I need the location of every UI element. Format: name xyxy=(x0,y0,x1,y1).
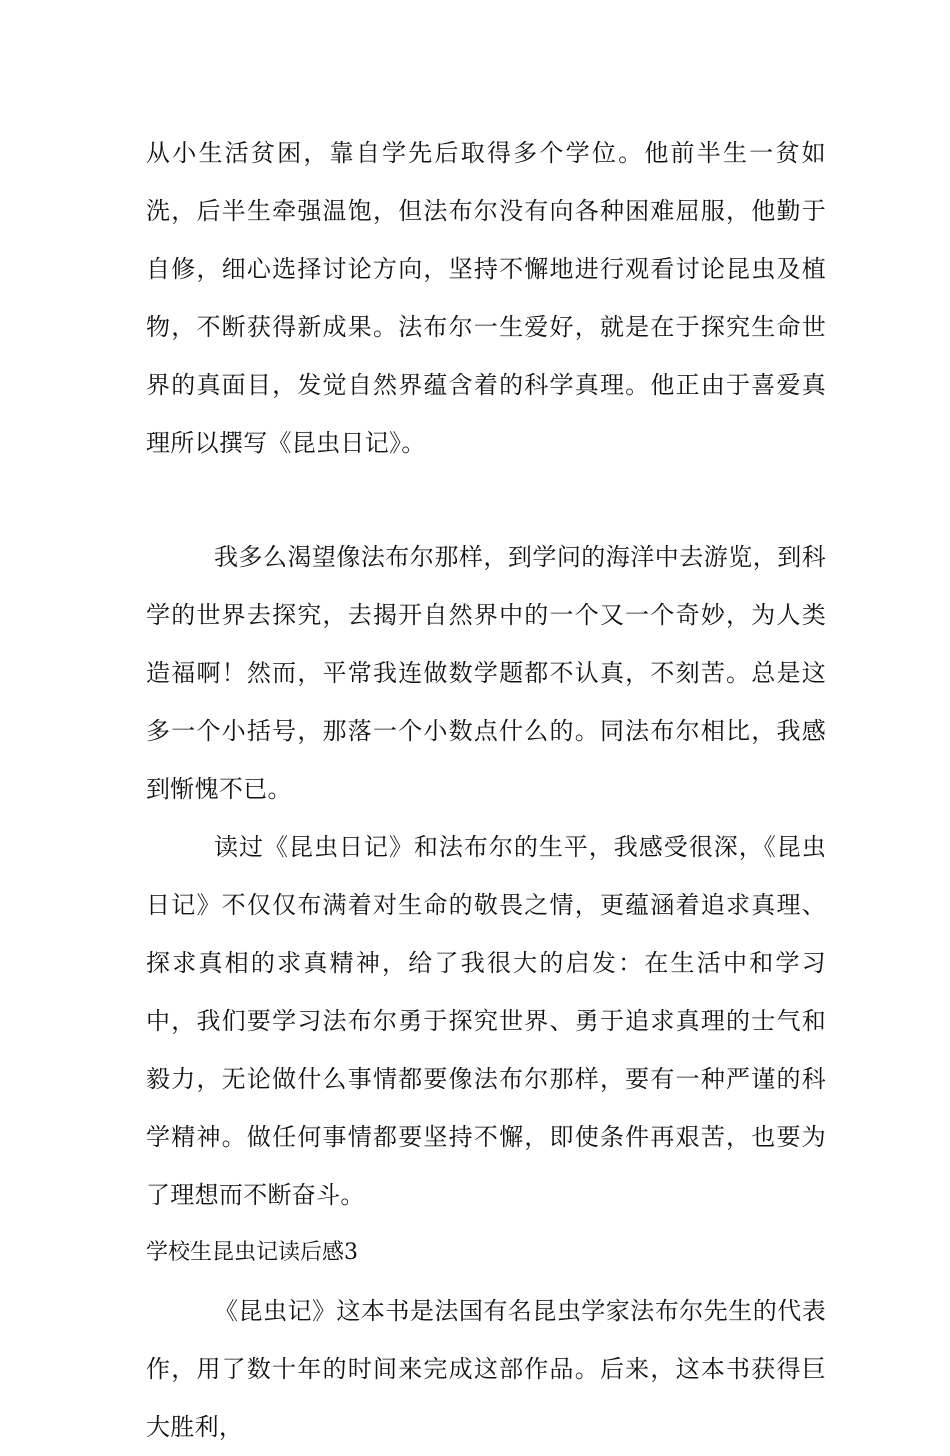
paragraph-3: 读过《昆虫日记》和法布尔的生平，我感受很深，《昆虫日记》不仅仅布满着对生命的敬畏之情，更蕴涵着追求真理、探求真相的求真精神，给了我很大的启发：在生活中和学习中，我们要学习法布尔勇于探究世界、勇于追求真理的士气和毅力，无论做什么事情都要像法布尔那样，要有一种严谨的科学精神。做任何事情都要坚持不懈，即使条件再艰苦，也要为了理想而不断奋斗。 xyxy=(146,833,826,1209)
document-body xyxy=(146,124,826,1456)
paragraph-spacer xyxy=(146,472,826,528)
paragraph-4: 《昆虫记》这本书是法国有名昆虫学家法布尔先生的代表作，用了数十年的时间来完成这部作品。后来，这本书获得巨大胜利， xyxy=(146,1297,826,1441)
paragraph-2: 我多么渴望像法布尔那样，到学问的海洋中去游览，到科学的世界去探究，去揭开自然界中的一个又一个奇妙，为人类造福啊！然而，平常我连做数学题都不认真，不刻苦。总是这多一个小括号，那落一个小数点什么的。同法布尔相比，我感到惭愧不已。 xyxy=(146,543,826,803)
paragraph-1: 从小生活贫困，靠自学先后取得多个学位。他前半生一贫如洗，后半生牵强温饱，但法布尔没有向各种困难屈服，他勤于自修，细心选择讨论方向，坚持不懈地进行观看讨论昆虫及植物，不断获得新成果。法布尔一生爱好，就是在于探究生命世界的真面目，发觉自然界蕴含着的科学真理。他正由于喜爱真理所以撰写《昆虫日记》。 xyxy=(146,139,826,457)
section-heading: 学校生昆虫记读后感3 xyxy=(146,1240,358,1265)
